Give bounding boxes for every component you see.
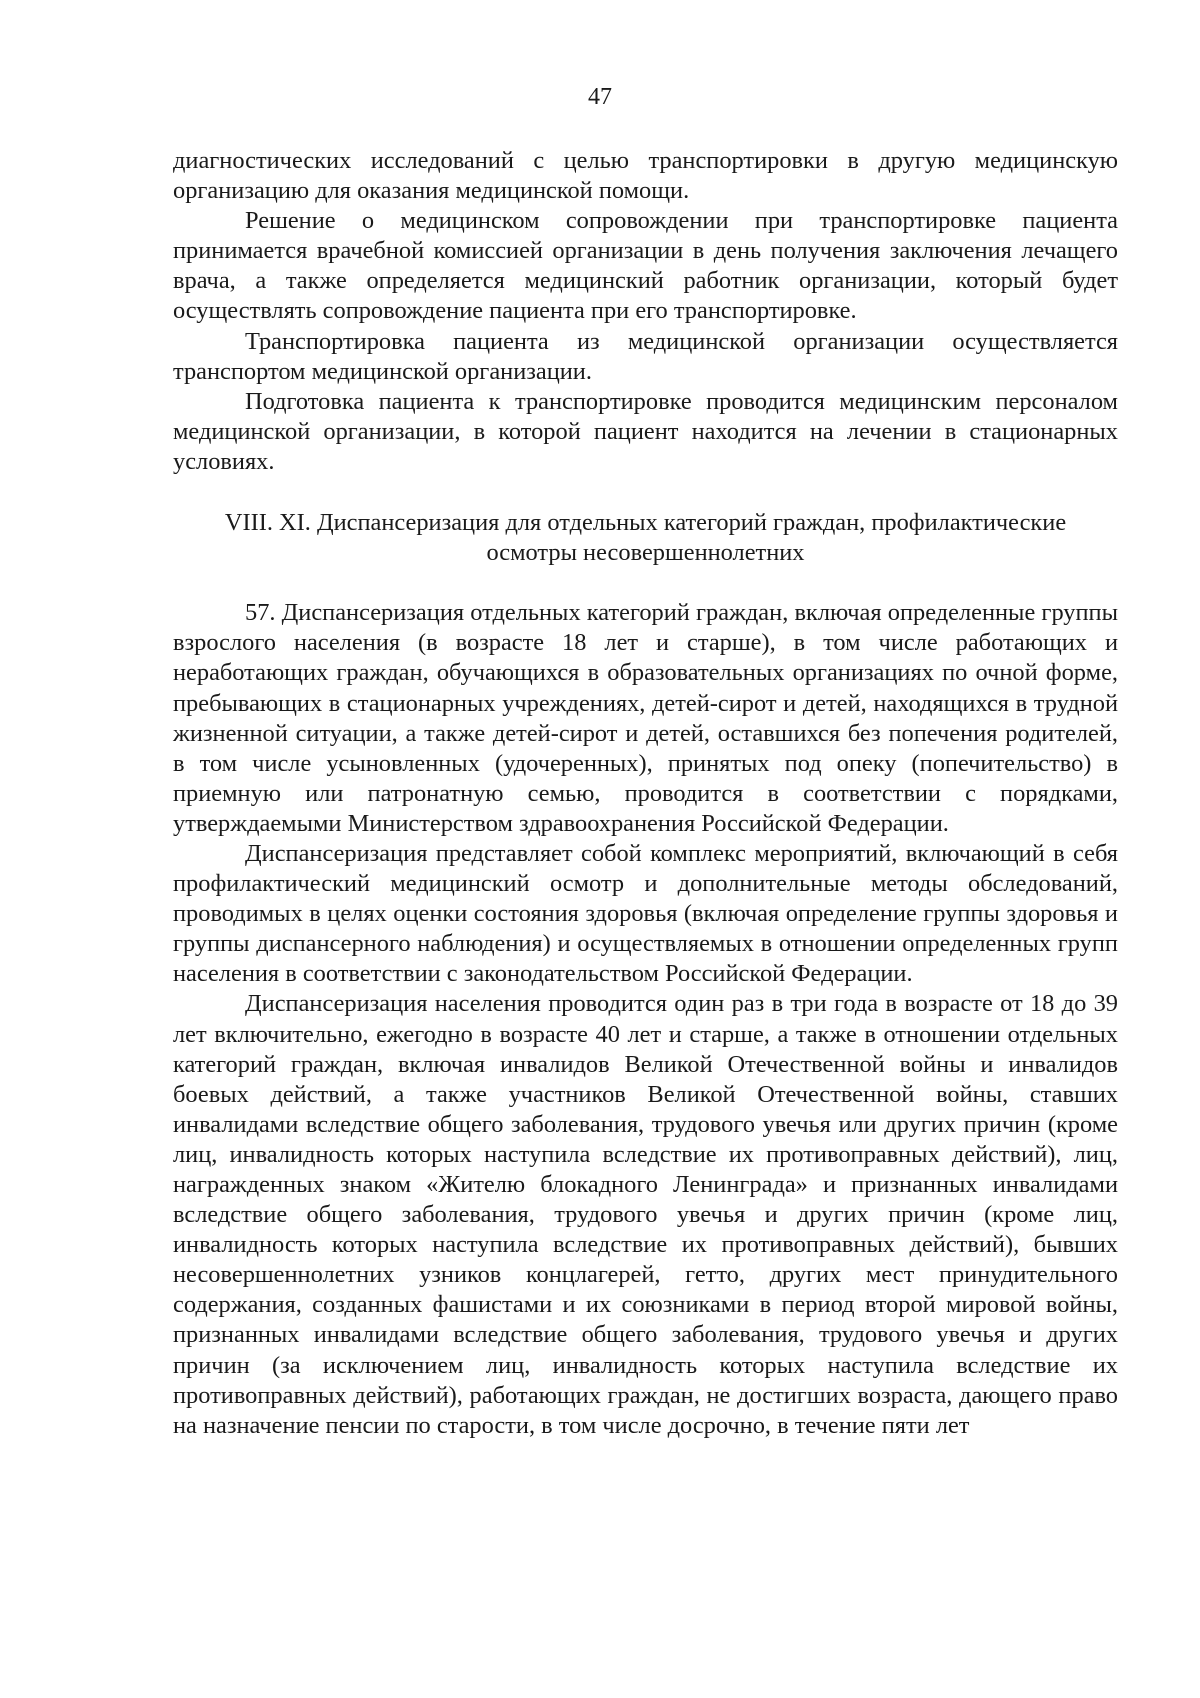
section-heading-line-2: осмотры несовершеннолетних bbox=[486, 539, 805, 567]
document-body bbox=[173, 146, 1118, 1441]
paragraph-continuation: диагностических исследований с целью транспортировки в другую медицинскую организацию для оказания медицинской помощи. bbox=[173, 147, 1118, 205]
paragraph-transport: Транспортировка пациента из медицинской организации осуществляется транспортом медицинской организации. bbox=[173, 327, 1118, 385]
paragraph-preparation: Подготовка пациента к транспортировке проводится медицинским персоналом медицинской организации, в которой пациент находится на лечении в стационарных условиях. bbox=[173, 387, 1118, 475]
paragraph-dispensary-schedule: Диспансеризация населения проводится один раз в три года в возрасте от 18 до 39 лет включительно, ежегодно в возрасте 40 лет и старше, а также в отношении отдельных категорий граждан, включая инвалидов Великой Отечественной войны и инвалидов боевых действий, а также участников Великой Отечественной войны, ставших инвалидами вследствие общего заболевания, трудового увечья или других причин (кроме лиц, инвалидность которых наступила вследствие их противоправных действий), лиц, награжденных знаком «Жителю блокадного Ленинграда» и признанных инвалидами вследствие общего заболевания, трудового увечья и других причин (кроме лиц, инвалидность которых наступила вследствие их противоправных действий), бывших несовершеннолетних узников концлагерей, гетто, других мест принудительного содержания, созданных фашистами и их союзниками в период второй мировой войны, признанных инвалидами вследствие общего заболевания, трудового увечья и других причин (за исключением лиц, инвалидность которых наступила вследствие их противоправных действий), работающих граждан, не достигших возраста, дающего право на назначение пенсии по старости, в том числе досрочно, в течение пяти лет bbox=[173, 990, 1118, 1439]
paragraph-dispensary-definition: Диспансеризация представляет собой комплекс мероприятий, включающий в себя профилактический медицинский осмотр и дополнительные методы обследований, проводимых в целях оценки состояния здоровья (включая определение группы здоровья и группы диспансерного наблюдения) и осуществляемых в отношении определенных групп населения в соответствии с законодательством Российской Федерации. bbox=[173, 839, 1118, 988]
section-heading-line-1: VIII. XI. Диспансеризация для отдельных категорий граждан, профилактические bbox=[224, 509, 1067, 537]
page-number: 47 bbox=[588, 84, 612, 110]
paragraph-escort-decision: Решение о медицинском сопровождении при транспортировке пациента принимается врачебной комиссией организации в день получения заключения лечащего врача, а также определяется медицинский работник организации, который будет осуществлять сопровождение пациента при его транспортировке. bbox=[173, 207, 1118, 325]
paragraph-item-57: 57. Диспансеризация отдельных категорий граждан, включая определенные группы взрослого населения (в возрасте 18 лет и старше), в том числе работающих и неработающих граждан, обучающихся в образовательных организациях по очной форме, пребывающих в стационарных учреждениях, детей-сирот и детей, находящихся в трудной жизненной ситуации, а также детей-сирот и детей, оставшихся без попечения родителей, в том числе усыновленных (удочеренных), принятых под опеку (попечительство) в приемную или патронатную семью, проводится в соответствии с порядками, утверждаемыми Министерством здравоохранения Российской Федерации. bbox=[173, 599, 1118, 837]
section-heading bbox=[173, 508, 1118, 568]
